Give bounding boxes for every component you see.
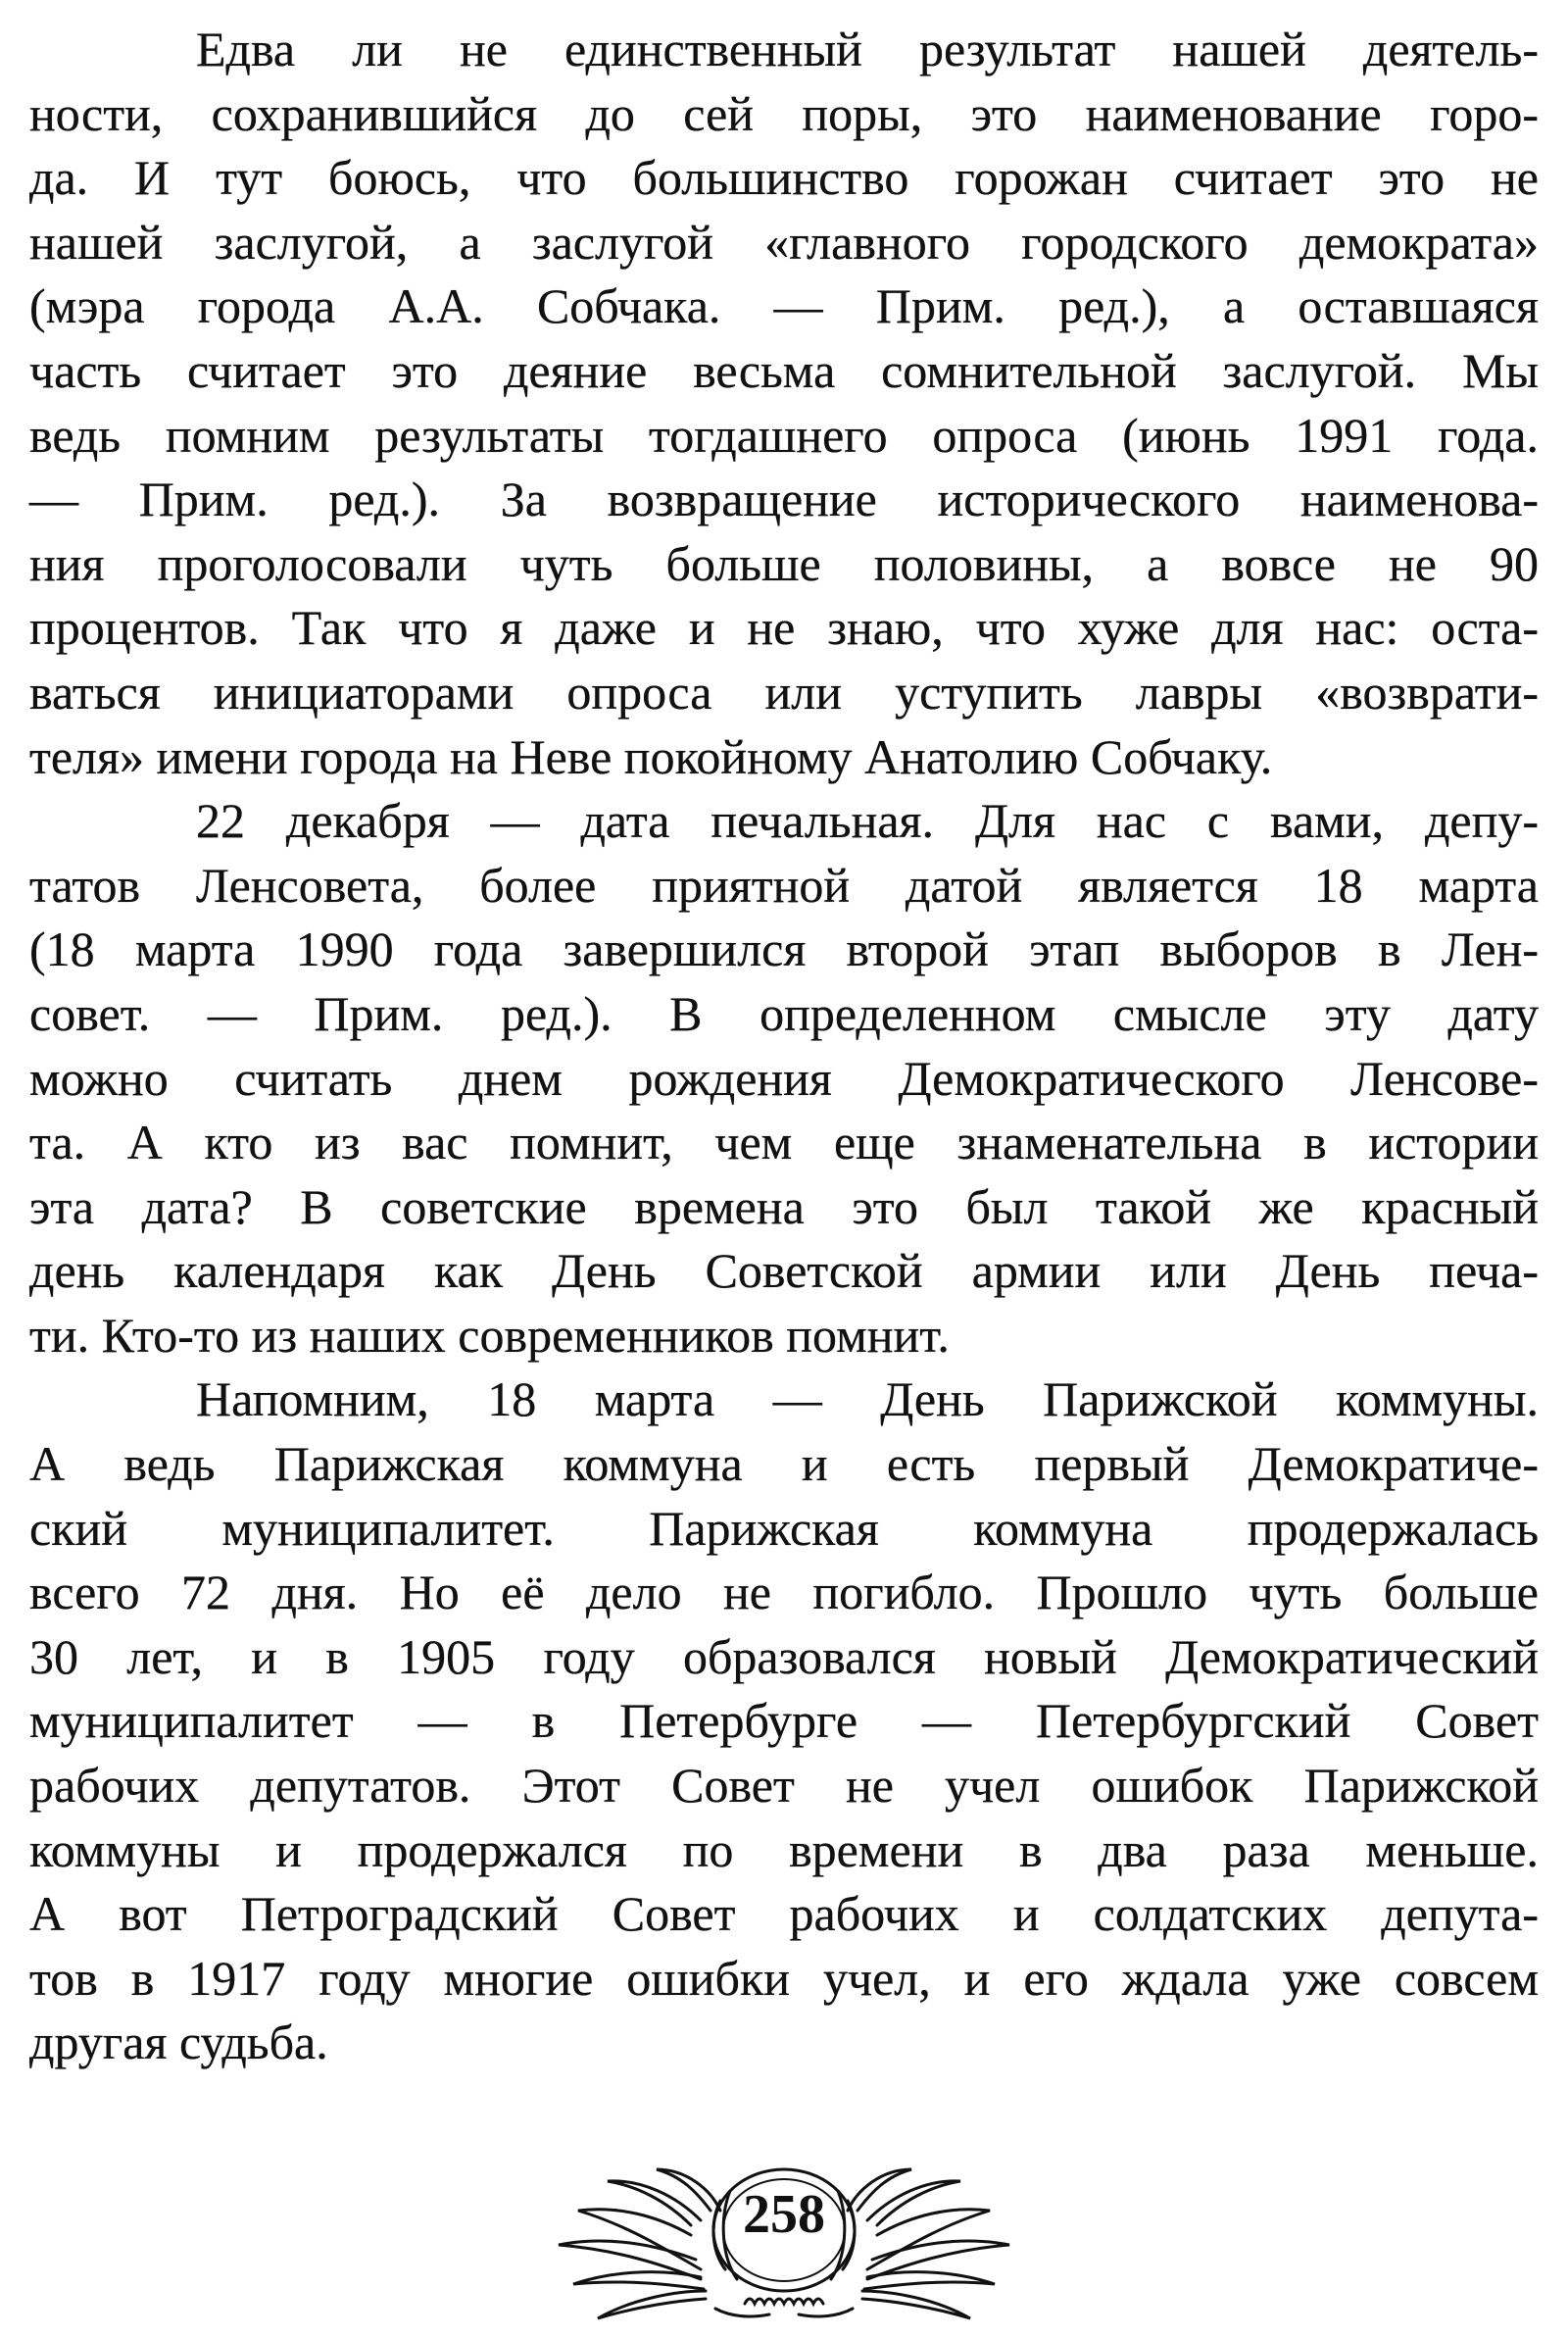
text-line: 22 декабря — дата печальная. Для нас с вами, депу- — [196, 793, 1539, 849]
text-line: Едва ли не единственный результат нашей деятель- — [196, 22, 1539, 76]
text-line: ваться инициаторами опроса или уступить лавры «возврати- — [29, 664, 1539, 720]
text-line: совет. — Прим. ред.). В определенном смысле эту дату — [29, 985, 1539, 1041]
text-line: тов в 1917 году многие ошибки учел, и его ждала уже совсем — [29, 1950, 1539, 2006]
text-line: часть считает это деяние весьма сомнительной заслугой. Мы — [29, 342, 1539, 398]
text-line: другая судьба. — [29, 2015, 328, 2070]
text-line: процентов. Так что я даже и не знаю, что хуже для нас: оста- — [29, 600, 1539, 656]
text-line: та. А кто из вас помнит, чем еще знаменательна в истории — [29, 1115, 1539, 1170]
text-line: ти. Кто-то из наших современников помнит. — [29, 1307, 950, 1363]
text-line: можно считать днем рождения Демократического Ленсове- — [29, 1050, 1539, 1106]
text-line: да. И тут боюсь, что большинство горожан считает это не — [29, 150, 1539, 206]
text-line: эта дата? В советские времена это был такой же красный — [29, 1178, 1539, 1234]
text-line: день календаря как День Советской армии или День печа- — [29, 1243, 1539, 1299]
text-line: (18 марта 1990 года завершился второй этап выборов в Лен- — [29, 921, 1539, 977]
text-line: А вот Петроградский Совет рабочих и солдатских депута- — [29, 1886, 1539, 1942]
text-line: Напомним, 18 марта — День Парижской коммуны. — [196, 1371, 1539, 1427]
text-line: теля» имени города на Неве покойному Анатолию Собчаку. — [29, 728, 1273, 784]
text-line: ведь помним результаты тогдашнего опроса (июнь 1991 года. — [29, 407, 1539, 463]
text-line: 30 лет, и в 1905 году образовался новый Демократический — [29, 1628, 1539, 1684]
text-line: (мэра города А.А. Собчака. — Прим. ред.), а оставшаяся — [29, 278, 1539, 334]
text-line: ния проголосовали чуть больше половины, а вовсе не 90 — [29, 535, 1539, 591]
text-line: ности, сохранившийся до сей поры, это наименование горо- — [29, 85, 1539, 141]
text-line: ский муниципалитет. Парижская коммуна продержалась — [29, 1500, 1539, 1556]
body-text — [29, 18, 1539, 2075]
text-line: муниципалитет — в Петербурге — Петербургский Совет — [29, 1693, 1539, 1749]
text-line: татов Ленсовета, более приятной датой является 18 марта — [29, 857, 1539, 913]
page-number: 258 — [743, 2184, 825, 2245]
text-line: всего 72 дня. Но её дело не погибло. Прошло чуть больше — [29, 1565, 1539, 1620]
text-line: — Прим. ред.). За возвращение исторического наименова- — [29, 472, 1539, 527]
text-line: нашей заслугой, а заслугой «главного городского демократа» — [29, 214, 1539, 270]
text-line: рабочих депутатов. Этот Совет не учел ошибок Парижской — [29, 1758, 1539, 1814]
text-line: коммуны и продержался по времени в два раза меньше. — [29, 1821, 1539, 1877]
text-line: А ведь Парижская коммуна и есть первый Демократиче- — [29, 1436, 1539, 1492]
page-footer — [0, 2132, 1568, 2328]
